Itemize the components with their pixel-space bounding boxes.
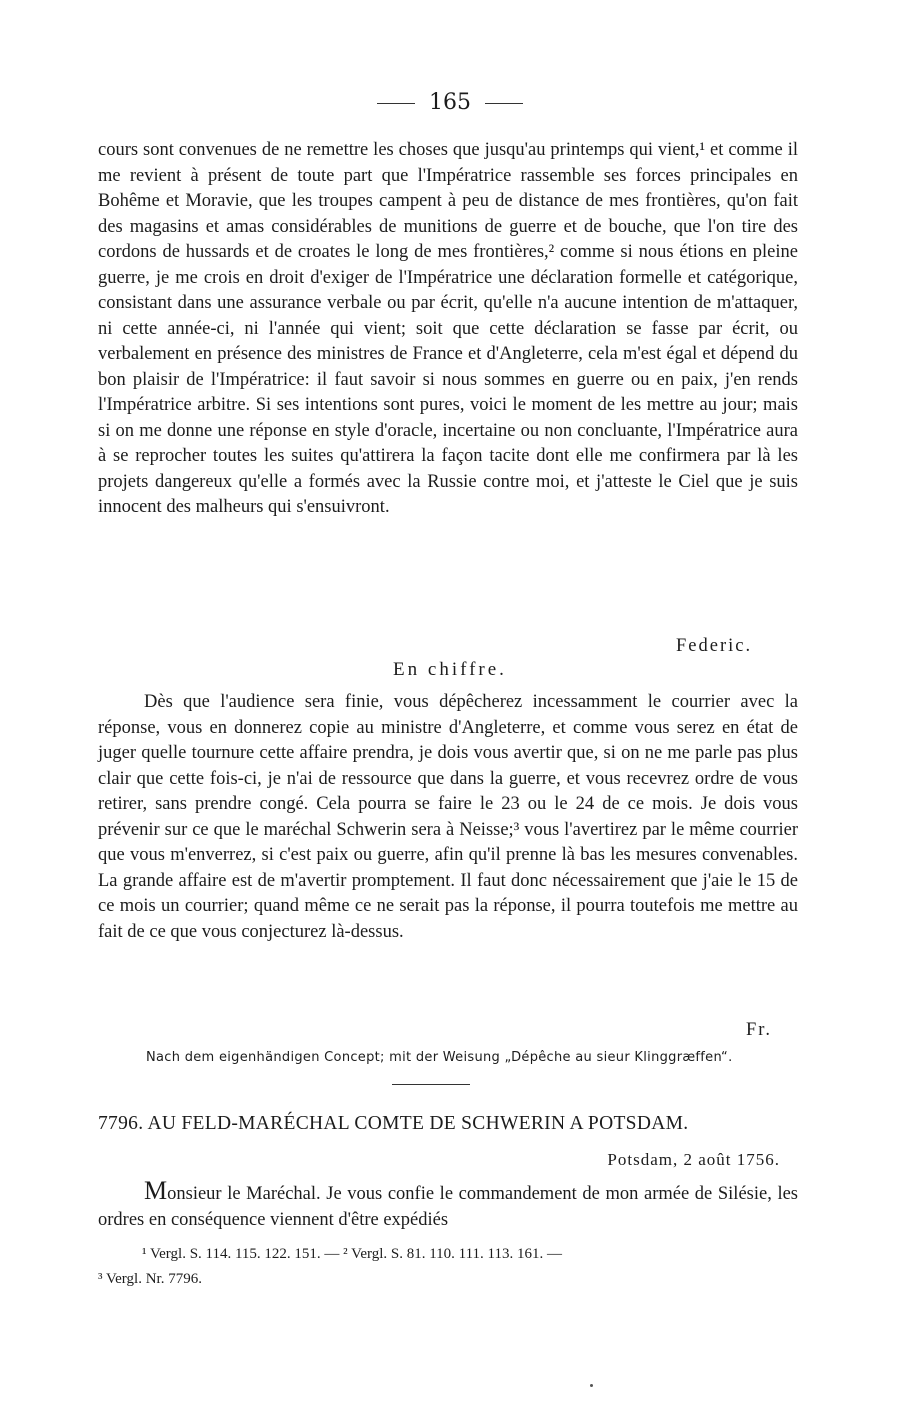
- header-rule-left: [377, 103, 415, 104]
- cipher-signature: Fr.: [746, 1020, 773, 1040]
- cipher-paragraph: Dès que l'audience sera finie, vous dépêcherez incessamment le courrier avec la réponse, vous en donnerez copie au ministre d'Angleterre, et comme vous serez en état de juger quelle tournure cette affaire prendra, je dois vous avertir que, si on ne me parle pas plus clair que cette fois-ci, je n'ai de ressource que dans la guerre, et vous recevrez ordre de vous retirer, sans prendre congé. Cela pourra se faire le 23 ou le 24 de ce mois. Je dois vous prévenir sur ce que le maréchal Schwerin sera à Neisse;³ vous l'avertirez par le même courrier que vous m'enverrez, si c'est paix ou guerre, afin qu'il prenne là bas les mesures convenables. La grande affaire est de m'avertir promptement. Il faut donc nécessairement que j'aie le 15 de ce mois un courrier; quand même ce ne serait pas la réponse, il pourra toutefois me mettre au fait de ce que vous conjecturez là-dessus.: [98, 692, 798, 942]
- footnote-line-2: ³ Vergl. Nr. 7796.: [98, 1271, 202, 1287]
- salutation-initial: M: [144, 1176, 168, 1205]
- print-speck: [590, 1384, 593, 1387]
- document-body: [98, 1178, 798, 1233]
- letter-paragraph: cours sont convenues de ne remettre les choses que jusqu'au printemps qui vient,¹ et comme il me revient à présent de toute part que l'Impératrice rassemble ses forces principales en Bohême et Moravie, que les troupes campent à peu de distance de mes frontières, qu'on fait des magasins et amas considérables de munitions de guerre et de bouche, que l'on tire des cordons de hussards et de croates le long de mes frontières,² comme si nous étions en pleine guerre, je me crois en droit d'exiger de l'Impératrice une déclaration formelle et catégorique, consistant dans une assurance verbale ou par écrit, qu'elle n'a aucune intention de m'attaquer, ni cette année-ci, ni l'année qui vient; soit que cette déclaration se fasse par écrit, ou verbalement en présence des ministres de France et d'Angleterre, cela m'est égal et dépend du bon plaisir de l'Impératrice: il faut savoir si nous sommes en guerre ou en paix, j'en rends l'Impératrice arbitre. Si ses intentions sont pures, voici le moment de les mettre au jour; mais si on me donne une réponse en style d'oracle, incertaine ou non concluante, l'Impératrice aura à se reprocher toutes les suites qu'attirera la façon tacite dont elle me confirmera par là les projets dangereux qu'elle a formés avec la Russie contre moi, et j'atteste le Ciel que je suis innocent des malheurs qui s'ensuivront.: [98, 140, 798, 517]
- cipher-heading: En chiffre.: [393, 659, 507, 680]
- document-title: 7796. AU FELD-MARÉCHAL COMTE DE SCHWERIN A POTSDAM.: [98, 1113, 689, 1134]
- source-note: Nach dem eigenhändigen Concept; mit der Weisung „Dépêche au sieur Klinggræffen“.: [146, 1050, 733, 1065]
- document-paragraph: [98, 1178, 798, 1233]
- cipher-body: [98, 690, 798, 945]
- letter-signature: Federic.: [676, 636, 753, 656]
- page-header: [0, 88, 900, 118]
- document-text: onsieur le Maréchal. Je vous confie le commandement de mon armée de Silésie, les ordres en conséquence viennent d'être expédiés: [98, 1184, 798, 1230]
- section-divider: [392, 1084, 470, 1085]
- document-dateline: Potsdam, 2 août 1756.: [607, 1150, 780, 1169]
- page-number: 165: [429, 90, 471, 115]
- letter-body: [98, 138, 798, 521]
- footnote-line-1: ¹ Vergl. S. 114. 115. 122. 151. — ² Vergl. S. 81. 110. 111. 113. 161. —: [142, 1246, 562, 1262]
- footnotes: [98, 1242, 798, 1292]
- header-rule-right: [485, 103, 523, 104]
